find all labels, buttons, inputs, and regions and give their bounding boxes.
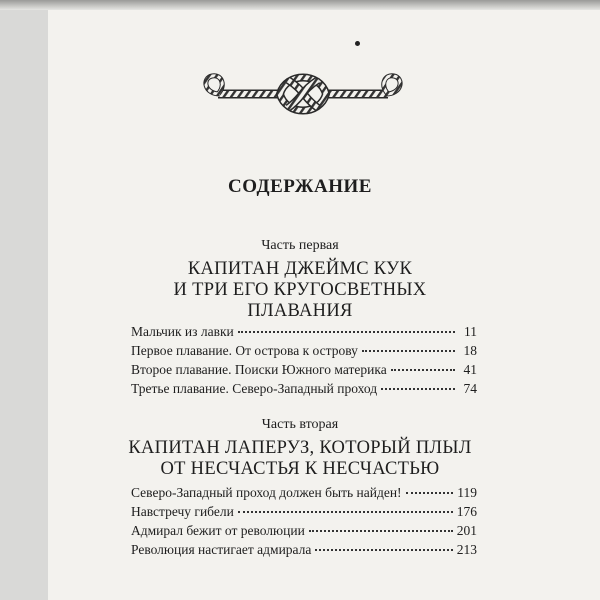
contents-heading: СОДЕРЖАНИЕ bbox=[228, 176, 372, 197]
toc-entry-page: 18 bbox=[463, 343, 477, 358]
toc-entry-page: 201 bbox=[456, 523, 477, 538]
part-1-label: Часть первая bbox=[261, 238, 339, 253]
dot-leader bbox=[391, 369, 455, 371]
part-1-toc bbox=[131, 324, 477, 400]
toc-entry-page: 41 bbox=[463, 362, 477, 377]
dot-leader bbox=[406, 492, 454, 494]
dot-leader bbox=[238, 511, 453, 513]
toc-entry-page: 176 bbox=[456, 504, 477, 519]
toc-entry-title: Революция настигает адмирала bbox=[131, 542, 312, 557]
dot-leader bbox=[362, 350, 455, 352]
toc-entry-title: Навстречу гибели bbox=[131, 504, 234, 519]
toc-entry-page: 74 bbox=[463, 381, 477, 396]
toc-entry bbox=[131, 324, 477, 343]
toc-entry bbox=[131, 343, 477, 362]
part-2-label: Часть вторая bbox=[261, 417, 339, 432]
ink-dot bbox=[355, 41, 360, 46]
toc-entry-title: Первое плавание. От острова к острову bbox=[131, 343, 358, 358]
toc-entry-title: Северо-Западный проход должен быть найден! bbox=[131, 485, 402, 500]
toc-entry-page: 119 bbox=[457, 485, 477, 500]
toc-entry bbox=[131, 485, 477, 504]
toc-entry-title: Адмирал бежит от революции bbox=[131, 523, 305, 538]
toc-entry bbox=[131, 381, 477, 400]
part-2-title: КАПИТАН ЛАПЕРУЗ, КОТОРЫЙ ПЛЫЛ ОТ НЕСЧАСТЬЯ К НЕСЧАСТЬЮ bbox=[128, 438, 472, 479]
toc-entry-page: 11 bbox=[464, 324, 477, 339]
part-2-toc bbox=[131, 485, 477, 561]
dot-leader bbox=[309, 530, 453, 532]
toc-entry-title: Третье плавание. Северо-Западный проход bbox=[131, 381, 378, 396]
toc-entry-page: 213 bbox=[456, 542, 477, 557]
dot-leader bbox=[381, 388, 455, 390]
part-1-title: КАПИТАН ДЖЕЙМС КУК И ТРИ ЕГО КРУГОСВЕТНЫХ ПЛАВАНИЯ bbox=[173, 259, 427, 321]
toc-entry bbox=[131, 362, 477, 381]
toc-entry bbox=[131, 523, 477, 542]
dot-leader bbox=[315, 549, 452, 551]
page-edge-shadow bbox=[0, 0, 600, 10]
toc-entry bbox=[131, 542, 477, 561]
rope-knot-icon bbox=[200, 66, 406, 120]
toc-entry bbox=[131, 504, 477, 523]
toc-entry-title: Второе плавание. Поиски Южного материка bbox=[131, 362, 387, 377]
dot-leader bbox=[238, 331, 455, 333]
toc-entry-title: Мальчик из лавки bbox=[131, 324, 234, 339]
